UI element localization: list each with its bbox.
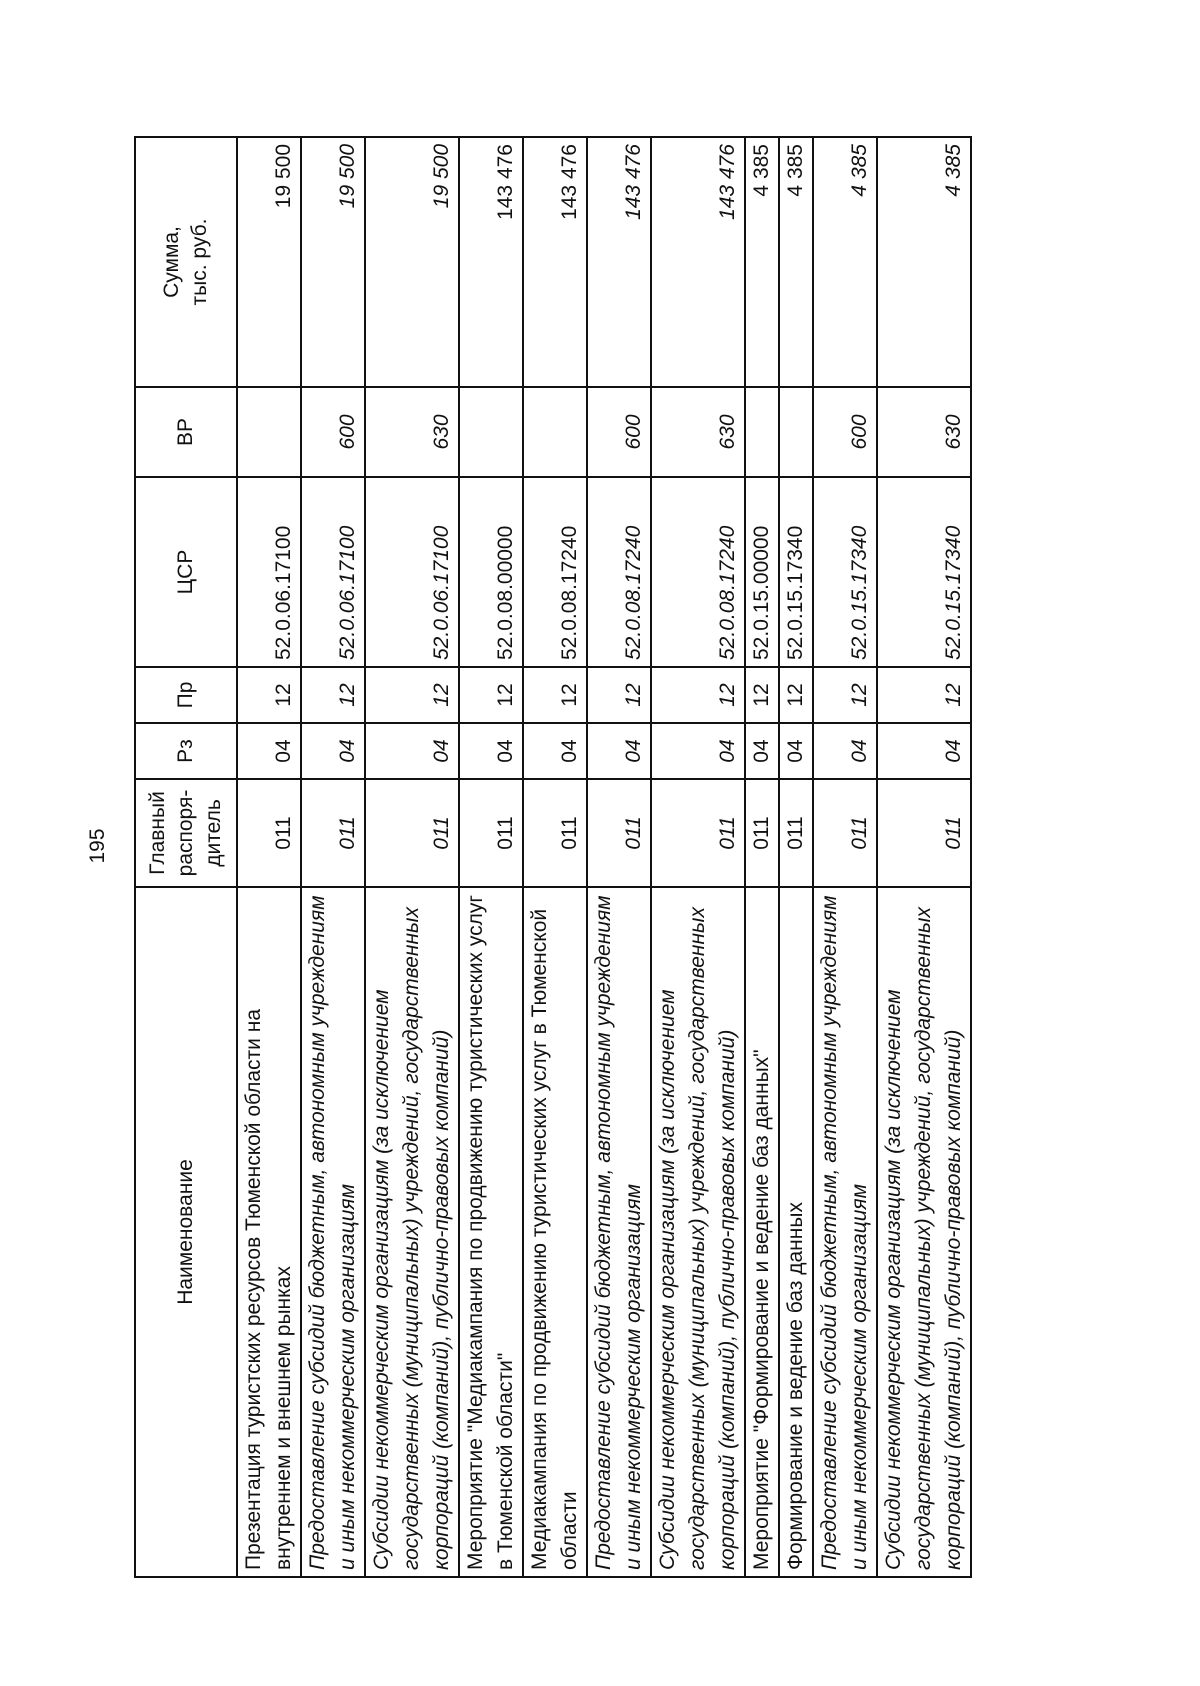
cell-sum: 143 476: [651, 137, 745, 387]
header-vr: ВР: [135, 387, 237, 477]
cell-csr: 52.0.15.17340: [813, 477, 877, 667]
page-number: 195: [86, 828, 109, 864]
table-body: [237, 137, 971, 1577]
cell-rz: 04: [301, 723, 365, 779]
cell-gr: 011: [813, 779, 877, 887]
rotated-page: [134, 138, 1014, 1578]
table-row: [523, 137, 587, 1577]
cell-csr: 52.0.15.17340: [779, 477, 813, 667]
cell-rz: 04: [237, 723, 301, 779]
cell-rz: 04: [877, 723, 971, 779]
table-row: [779, 137, 813, 1577]
cell-pr: 12: [301, 667, 365, 723]
table-row: [813, 137, 877, 1577]
cell-csr: 52.0.15.17340: [877, 477, 971, 667]
table-header-row: [135, 137, 237, 1577]
header-rz: Рз: [135, 723, 237, 779]
cell-vr: 630: [877, 387, 971, 477]
table-row: [651, 137, 745, 1577]
table-row: [365, 137, 459, 1577]
cell-csr: 52.0.06.17100: [301, 477, 365, 667]
cell-rz: 04: [745, 723, 779, 779]
cell-vr: [745, 387, 779, 477]
cell-rz: 04: [813, 723, 877, 779]
cell-gr: 011: [745, 779, 779, 887]
cell-vr: [459, 387, 523, 477]
cell-pr: 12: [587, 667, 651, 723]
cell-name: Предоставление субсидий бюджетным, автономным учреждениям и иным некоммерческим организациям: [301, 887, 365, 1577]
table-row: [587, 137, 651, 1577]
cell-sum: 4 385: [779, 137, 813, 387]
cell-vr: [237, 387, 301, 477]
cell-vr: 630: [365, 387, 459, 477]
header-name: Наименование: [135, 887, 237, 1577]
table-row: [237, 137, 301, 1577]
cell-pr: 12: [745, 667, 779, 723]
cell-name: Предоставление субсидий бюджетным, автономным учреждениям и иным некоммерческим организациям: [587, 887, 651, 1577]
cell-sum: 4 385: [813, 137, 877, 387]
cell-csr: 52.0.08.17240: [587, 477, 651, 667]
cell-gr: 011: [459, 779, 523, 887]
cell-gr: 011: [237, 779, 301, 887]
cell-csr: 52.0.06.17100: [365, 477, 459, 667]
cell-gr: 011: [587, 779, 651, 887]
cell-gr: 011: [523, 779, 587, 887]
header-csr: ЦСР: [135, 477, 237, 667]
table-row: [301, 137, 365, 1577]
cell-name: Мероприятие "Медиакампания по продвижению туристических услуг в Тюменской области": [459, 887, 523, 1577]
cell-vr: 600: [301, 387, 365, 477]
cell-csr: 52.0.08.00000: [459, 477, 523, 667]
cell-sum: 143 476: [587, 137, 651, 387]
table-row: [745, 137, 779, 1577]
cell-csr: 52.0.06.17100: [237, 477, 301, 667]
cell-pr: 12: [459, 667, 523, 723]
cell-name: Предоставление субсидий бюджетным, автономным учреждениям и иным некоммерческим организациям: [813, 887, 877, 1577]
cell-rz: 04: [651, 723, 745, 779]
cell-name: Формирование и ведение баз данных: [779, 887, 813, 1577]
cell-name: Мероприятие "Формирование и ведение баз данных": [745, 887, 779, 1577]
cell-pr: 12: [365, 667, 459, 723]
header-gr: Главный распоря- дитель: [135, 779, 237, 887]
cell-csr: 52.0.08.17240: [651, 477, 745, 667]
cell-sum: 19 500: [237, 137, 301, 387]
cell-vr: 600: [587, 387, 651, 477]
cell-csr: 52.0.15.00000: [745, 477, 779, 667]
cell-rz: 04: [779, 723, 813, 779]
cell-vr: 630: [651, 387, 745, 477]
cell-gr: 011: [365, 779, 459, 887]
cell-rz: 04: [587, 723, 651, 779]
cell-sum: 4 385: [745, 137, 779, 387]
header-sum: Сумма, тыс. руб.: [135, 137, 237, 387]
cell-pr: 12: [877, 667, 971, 723]
table-row: [459, 137, 523, 1577]
cell-vr: 600: [813, 387, 877, 477]
cell-sum: 19 500: [365, 137, 459, 387]
cell-gr: 011: [779, 779, 813, 887]
cell-name: Субсидии некоммерческим организациям (за исключением государственных (муниципальных) учреждений, государственных корпораций (компаний), публично-правовых компаний): [651, 887, 745, 1577]
cell-sum: 19 500: [301, 137, 365, 387]
cell-pr: 12: [779, 667, 813, 723]
cell-pr: 12: [651, 667, 745, 723]
cell-gr: 011: [651, 779, 745, 887]
cell-rz: 04: [523, 723, 587, 779]
cell-sum: 4 385: [877, 137, 971, 387]
header-pr: Пр: [135, 667, 237, 723]
cell-gr: 011: [301, 779, 365, 887]
cell-csr: 52.0.08.17240: [523, 477, 587, 667]
table-row: [877, 137, 971, 1577]
cell-vr: [523, 387, 587, 477]
cell-vr: [779, 387, 813, 477]
cell-name: Медиакампания по продвижению туристических услуг в Тюменской области: [523, 887, 587, 1577]
cell-sum: 143 476: [459, 137, 523, 387]
cell-sum: 143 476: [523, 137, 587, 387]
cell-rz: 04: [365, 723, 459, 779]
cell-pr: 12: [237, 667, 301, 723]
cell-name: Субсидии некоммерческим организациям (за исключением государственных (муниципальных) учреждений, государственных корпораций (компаний), публично-правовых компаний): [877, 887, 971, 1577]
cell-pr: 12: [813, 667, 877, 723]
cell-name: Презентация туристских ресурсов Тюменской области на внутреннем и внешнем рынках: [237, 887, 301, 1577]
cell-name: Субсидии некоммерческим организациям (за исключением государственных (муниципальных) учреждений, государственных корпораций (компаний), публично-правовых компаний): [365, 887, 459, 1577]
cell-gr: 011: [877, 779, 971, 887]
budget-table: [134, 136, 972, 1578]
cell-rz: 04: [459, 723, 523, 779]
cell-pr: 12: [523, 667, 587, 723]
